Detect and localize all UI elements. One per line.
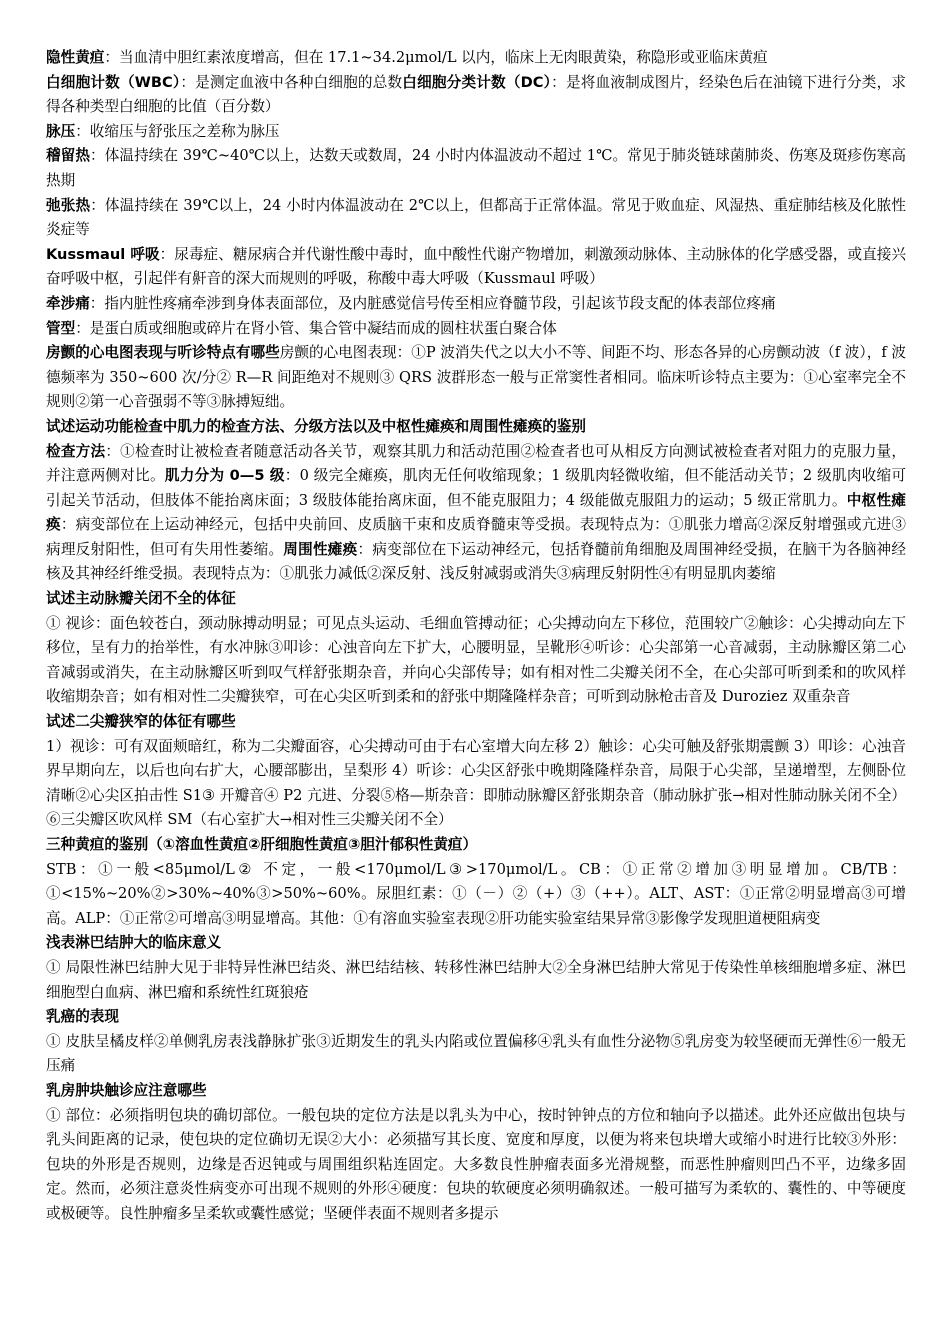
term-label: 稽留热 — [46, 147, 91, 165]
section-heading — [46, 1079, 906, 1104]
term-label: 白细胞计数（WBC） — [46, 73, 181, 91]
text-run: 房颤的心电图表现：①P 波消失代之以大小不等、间距不均、形态各异的心房颤动波（f 波），f 波德频率为 350~600 次/分② R—R 间距绝对不规则③ QRS 波群形态一般与正常窦性者相同。临床听诊特点主要为：①心室率完全不规则②第一心音强弱不等③脉搏短绌。 — [46, 344, 906, 411]
text-run: ：当血清中胆红素浓度增高，但在 17.1~34.2μmol/L 以内，临床上无肉眼黄染，称隐形或亚临床黄疸 — [104, 49, 768, 66]
text-run: ① 局限性淋巴结肿大见于非特异性淋巴结炎、淋巴结结核、转移性淋巴结肿大②全身淋巴结肿大常见于传染性单核细胞增多症、淋巴细胞型白血病、淋巴瘤和系统性红斑狼疮 — [46, 958, 906, 1001]
paragraph — [46, 144, 906, 193]
paragraph — [46, 46, 906, 71]
text-run: ① 部位：必须指明包块的确切部位。一般包块的定位方法是以乳头为中心，按时钟钟点的方位和轴向予以描述。此外还应做出包块与乳头间距离的记录，使包块的定位确切无误②大小：必须描写其长度、宽度和厚度，以便为将来包块增大或缩小时进行比较③外形：包块的外形是否规则，边缘是否迟钝或与周围组织粘连固定。大多数良性肿瘤表面多光滑规整，而恶性肿瘤则凹凸不平，边缘多固定。然而，必须注意炎性病变亦可出现不规则的外形④硬度：包块的软硬度必须明确叙述。一般可描写为柔软的、囊性的、中等硬度或极硬等。良性肿瘤多呈柔软或囊性感觉；坚硬伴表面不规则者多提示 — [46, 1106, 906, 1222]
paragraph — [46, 341, 906, 415]
term-label: Kussmaul 呼吸 — [46, 245, 160, 263]
paragraph — [46, 1030, 906, 1079]
term-label: 检查方法 — [46, 442, 106, 460]
paragraph — [46, 292, 906, 317]
text-run: ：病变部位在下运动神经元，包括脊髓前角细胞及周围神经受损，在脑干为各脑神经核及其神经纤维受损。表现特点为：①肌张力减低②深反射、浅反射减弱或消失③病理反射阴性④有明显肌肉萎缩 — [46, 540, 906, 583]
text-run: ：病变部位在上运动神经元，包括中央前回、皮质脑干束和皮质脊髓束等受损。表现特点为：①肌张力增高②深反射增强或亢进③病理反射阳性，但可有失用性萎缩。 — [46, 516, 906, 558]
text-run: ：是将血液制成图片，经染色后在油镜下进行分类，求得各种类型白细胞的比值（百分数） — [46, 73, 906, 116]
text-run: 1）视诊：可有双面颊暗红，称为二尖瓣面容，心尖搏动可由于右心室增大向左移 2）触诊：心尖可触及舒张期震颤 3）叩诊：心浊音界早期向左，以后也向右扩大，心腰部膨出，呈梨形 4）听诊：心尖区舒张中晚期隆隆样杂音，局限于心尖部，呈递增型，左侧卧位清晰②心尖区拍击性 S1③ 开瓣音④ P2 亢进、分裂⑤格—斯杂音：即肺动脉瓣区舒张期杂音（肺动脉扩张→相对性肺动脉关闭不全）⑥三尖瓣区吹风样 SM（右心室扩大→相对性三尖瓣关闭不全） — [46, 737, 906, 829]
text-run: ：①检查时让被检查者随意活动各关节，观察其肌力和活动范围②检查者也可从相反方向测试被检查者对阻力的克服力量，并注意两侧对比。 — [46, 442, 906, 485]
paragraph — [46, 120, 906, 145]
text-run: 乳癌的表现 — [46, 1008, 119, 1026]
text-run: 乳房肿块触诊应注意哪些 — [46, 1081, 207, 1099]
paragraph — [46, 194, 906, 243]
text-run: ：是测定血液中各种白细胞的总数 — [180, 73, 403, 91]
text-run: 浅表淋巴结肿大的临床意义 — [46, 934, 222, 952]
text-run: ：体温持续在 39℃以上，24 小时内体温波动在 2℃以上，但都高于正常体温。常见于败血症、风湿热、重症肺结核及化脓性炎症等 — [46, 196, 906, 239]
text-run: 试述二尖瓣狭窄的体征有哪些 — [46, 713, 236, 731]
term-label: 房颤的心电图表现与听诊特点有哪些 — [46, 344, 280, 362]
paragraph — [46, 956, 906, 1005]
text-run: ① 视诊：面色较苍白，颈动脉搏动明显；可见点头运动、毛细血管搏动征；心尖搏动向左下移位，范围较广②触诊：心尖搏动向左下移位，呈有力的抬举性，有水冲脉③叩诊：心浊音向左下扩大，心腰明显，呈靴形④听诊：心尖部第一心音减弱，主动脉瓣区第二心音减弱或消失，在主动脉瓣区听到叹气样舒张期杂音，并向心尖部传导；如有相对性二尖瓣关闭不全，在心尖部可听到柔和的吹风样收缩期杂音；如有相对性二尖瓣狭窄，可在心尖区听到柔和的舒张中期隆隆样杂音；可听到动脉枪击音及 Duroziez 双重杂音 — [46, 614, 906, 706]
paragraph — [46, 735, 906, 833]
text-run: ：0 级完全瘫痪，肌肉无任何收缩现象；1 级肌肉轻微收缩，但不能活动关节；2 级肌肉收缩可引起关节活动，但肢体不能抬离床面；3 级肢体能抬离床面，但不能克服阻力；4 级能做克服阻力的运动；5 级正常肌力。 — [46, 467, 906, 509]
text-run: ：指内脏性疼痛牵涉到身体表面部位，及内脏感觉信号传至相应脊髓节段，引起该节段支配的体表部位疼痛 — [89, 294, 776, 312]
term-label: 中枢性瘫痪 — [46, 491, 906, 534]
term-label: 脉压 — [46, 122, 76, 140]
section-heading — [46, 415, 906, 440]
section-heading — [46, 833, 906, 858]
section-heading — [46, 1005, 906, 1030]
paragraph — [46, 71, 906, 120]
paragraph — [46, 440, 906, 588]
section-heading — [46, 931, 906, 956]
term-label: 周围性瘫痪 — [283, 540, 358, 558]
term-label: 肌力分为 0—5 级 — [164, 467, 285, 485]
term-label: 管型 — [46, 319, 76, 337]
paragraph — [46, 858, 906, 932]
text-run: ：收缩压与舒张压之差称为脉压 — [75, 122, 280, 140]
term-label: 隐性黄疸 — [46, 49, 105, 66]
text-run: STB：①一般<85μmol/L② 不定，一般<170μmol/L③>170μmol/L。CB：①正常②增加③明显增加。CB/TB：①<15%~20%②>30%~40%③>50%~60%。尿胆红素：①（－）②（+）③（++）。ALT、AST：①正常②明显增高③可增高。ALP：①正常②可增高③明显增高。其他：①有溶血实验室表现②肝功能实验室结果异常③影像学发现胆道梗阻病变 — [46, 860, 906, 927]
paragraph — [46, 1104, 906, 1227]
paragraph — [46, 612, 906, 710]
term-label: 牵涉痛 — [46, 294, 90, 312]
text-run: ：尿毒症、糖尿病合并代谢性酸中毒时，血中酸性代谢产物增加，刺激颈动脉体、主动脉体的化学感受器，或直接兴奋呼吸中枢，引起伴有鼾音的深大而规则的呼吸，称酸中毒大呼吸（Kussmaul 呼吸） — [46, 245, 906, 288]
section-heading — [46, 587, 906, 612]
section-heading — [46, 710, 906, 735]
term-label: 弛张热 — [46, 196, 91, 214]
text-run: 试述运动功能检查中肌力的检查方法、分级方法以及中枢性瘫痪和周围性瘫痪的鉴别 — [46, 417, 586, 435]
term-label: 白细胞分类计数（DC） — [402, 73, 552, 91]
paragraph — [46, 317, 906, 342]
text-run: ：体温持续在 39℃~40℃以上，达数天或数周，24 小时内体温波动不超过 1℃。常见于肺炎链球菌肺炎、伤寒及斑疹伤寒高热期 — [46, 147, 906, 189]
text-run: 三种黄疸的鉴别（①溶血性黄疸②肝细胞性黄疸③胆汁郁积性黄疸） — [46, 836, 478, 853]
text-run: ：是蛋白质或细胞或碎片在肾小管、集合管中凝结而成的圆柱状蛋白聚合体 — [75, 319, 557, 337]
text-run: 试述主动脉瓣关闭不全的体征 — [46, 590, 236, 608]
text-run: ① 皮肤呈橘皮样②单侧乳房表浅静脉扩张③近期发生的乳头内陷或位置偏移④乳头有血性分泌物⑤乳房变为较坚硬而无弹性⑥一般无压痛 — [46, 1032, 906, 1075]
paragraph — [46, 243, 906, 292]
